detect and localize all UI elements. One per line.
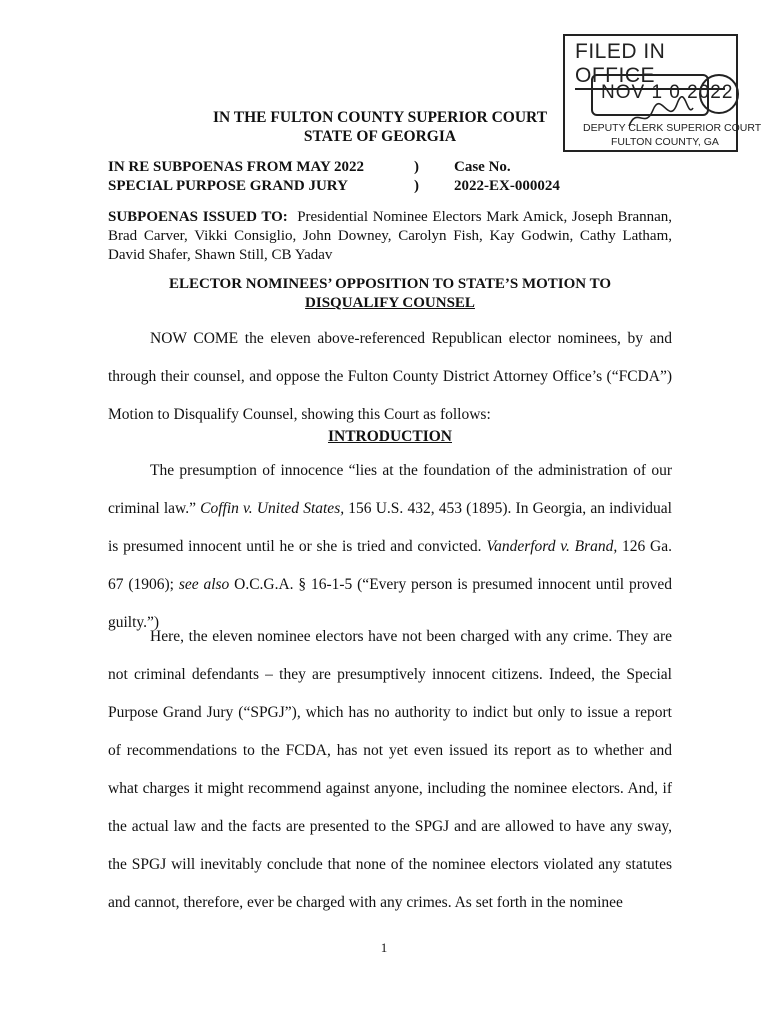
caption-paren-2: ) — [414, 178, 419, 194]
stamp-date: NOV 1 0 2022 — [601, 82, 734, 103]
issued-label: SUBPOENAS ISSUED TO: — [108, 209, 288, 225]
issued-names: Presidential Nominee Electors Mark Amick, Joseph Brannan, Brad Carver, Vikki Consiglio, John Downey, Carolyn Fish, Kay Godwin, Cathy Latham, David Shafer, Shawn Still, CB Yadav — [108, 209, 673, 263]
caption-left-2: SPECIAL PURPOSE GRAND JURY — [108, 178, 348, 194]
section-heading: INTRODUCTION — [327, 428, 452, 445]
title-line-2: DISQUALIFY COUNSEL — [305, 295, 475, 311]
p1-text-1: The presumption of innocence “lies at the foundation of the administration of our criminal law.” — [108, 462, 672, 517]
p1-text-2: 156 U.S. 432, 453 (1895). In Georgia, an individual is presumed innocent until he or she is tried and convicted. — [108, 500, 672, 555]
caption-left-1: IN RE SUBPOENAS FROM MAY 2022 — [108, 159, 364, 175]
stamp-title: FILED IN OFFICE — [575, 40, 725, 90]
case-number-label: Case No. — [454, 159, 511, 175]
title-line-1: ELECTOR NOMINEES’ OPPOSITION TO STATE’S MOTION TO — [168, 276, 612, 292]
court-header — [140, 108, 620, 146]
paragraph-2: Here, the eleven nominee electors have not been charged with any crime. They are not criminal defendants – they are presumptively innocent citizens. Indeed, the Special Purpose Grand Jury (“SPGJ”), which has no authority to indict but only to issue a report of recommendations to the FCDA, has not yet even issued its report as to whether and what charges it might recommend against anyone, including the nominee electors. And, if the actual law and the facts are presented to the SPGJ and are allowed to have any sway, the SPGJ will inevitably conclude that none of the nominee electors violated any statutes and cannot, therefore, ever be charged with any crimes. As set forth in the nominee — [108, 628, 672, 911]
court-line-2: STATE OF GEORGIA — [303, 128, 457, 145]
stamp-clerk: DEPUTY CLERK SUPERIOR COURT — [583, 122, 762, 134]
document-title — [108, 275, 672, 313]
p1-text-4: O.C.G.A. § 16-1-5 (“Every person is presumed innocent until proved guilty.”) — [108, 576, 672, 631]
p1-case-vanderford: Vanderford v. Brand, — [486, 538, 618, 555]
stamp-county: FULTON COUNTY, GA — [611, 136, 719, 148]
page-number: 1 — [380, 940, 388, 955]
intro-paragraph: NOW COME the eleven above-referenced Republican elector nominees, by and through their counsel, and oppose the Fulton County District Attorney Office’s (“FCDA”) Motion to Disqualify Counsel, showing this Court as follows: — [108, 330, 672, 423]
caption-paren-1: ) — [414, 159, 419, 175]
paragraph-1 — [108, 452, 672, 642]
p1-see-also: see also — [178, 576, 230, 593]
p1-text-3: 126 Ga. 67 (1906); — [108, 538, 673, 593]
subpoenas-issued — [108, 208, 672, 265]
case-caption — [108, 158, 668, 196]
stamp-seal-icon — [699, 74, 739, 114]
case-number: 2022-EX-000024 — [454, 178, 560, 194]
p1-case-coffin: Coffin v. United States, — [200, 500, 345, 517]
court-line-1: IN THE FULTON COUNTY SUPERIOR COURT — [212, 109, 548, 126]
